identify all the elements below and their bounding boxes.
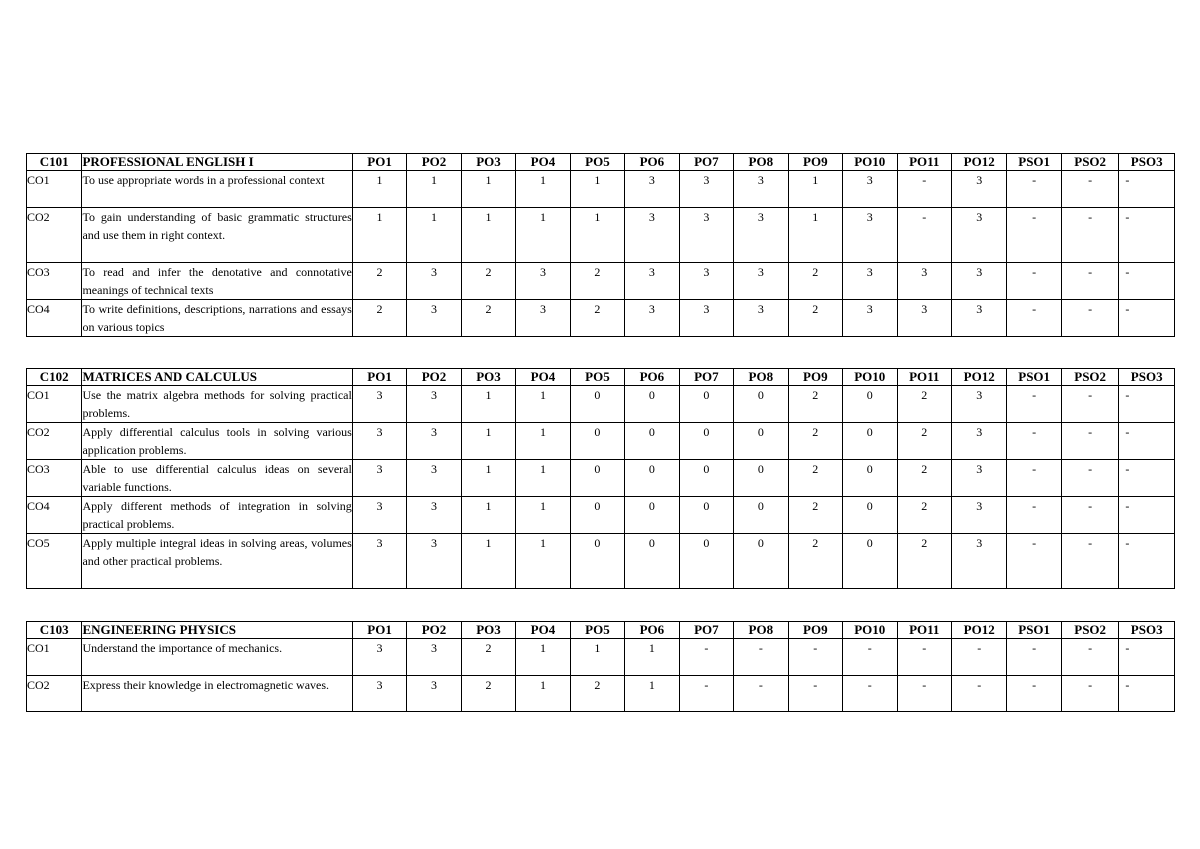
mapping-value-po5: 0 <box>570 460 624 497</box>
course-outcome-description: To write definitions, descriptions, narrations and essays on various topics <box>82 300 352 337</box>
mapping-value-po1: 3 <box>352 676 406 712</box>
mapping-value-po3: 2 <box>461 263 515 300</box>
mapping-value-po1: 1 <box>352 208 406 263</box>
mapping-value-po8: - <box>734 676 788 712</box>
table-row <box>27 497 1175 534</box>
mapping-value-pso2: - <box>1061 423 1119 460</box>
mapping-value-po7: - <box>679 676 733 712</box>
column-header-po12: PO12 <box>951 369 1006 386</box>
mapping-value-po8: 3 <box>734 171 788 208</box>
mapping-value-po7: 0 <box>679 386 733 423</box>
mapping-value-po11: 3 <box>897 263 951 300</box>
mapping-value-po6: 0 <box>625 460 679 497</box>
mapping-value-po8: 0 <box>734 497 788 534</box>
mapping-value-po9: 1 <box>788 208 842 263</box>
course-outcome-description: Apply differential calculus tools in solving various application problems. <box>82 423 352 460</box>
course-outcome-description: Apply different methods of integration in solving practical problems. <box>82 497 352 534</box>
mapping-value-po12: 3 <box>951 497 1006 534</box>
header-row <box>27 622 1175 639</box>
mapping-value-po10: 3 <box>843 208 897 263</box>
course-title: ENGINEERING PHYSICS <box>82 622 352 639</box>
mapping-value-po6: 1 <box>625 676 679 712</box>
mapping-value-po7: 3 <box>679 171 733 208</box>
course-outcome-id: CO1 <box>27 386 82 423</box>
mapping-value-po2: 3 <box>407 300 461 337</box>
mapping-value-po1: 2 <box>352 263 406 300</box>
mapping-value-po11: 2 <box>897 497 951 534</box>
column-header-po10: PO10 <box>843 622 897 639</box>
mapping-value-po4: 1 <box>516 534 570 589</box>
header-row <box>27 369 1175 386</box>
mapping-value-po10: 3 <box>843 300 897 337</box>
mapping-value-po3: 1 <box>461 386 515 423</box>
mapping-value-po9: 2 <box>788 534 842 589</box>
course-outcome-description: To gain understanding of basic grammatic structures and use them in right context. <box>82 208 352 263</box>
mapping-value-po3: 1 <box>461 208 515 263</box>
mapping-value-pso3: - <box>1119 386 1175 423</box>
mapping-value-po8: 3 <box>734 208 788 263</box>
course-outcome-description: To read and infer the denotative and connotative meanings of technical texts <box>82 263 352 300</box>
mapping-value-pso1: - <box>1007 300 1061 337</box>
mapping-value-po3: 1 <box>461 534 515 589</box>
mapping-value-po5: 0 <box>570 423 624 460</box>
course-outcome-description: Use the matrix algebra methods for solving practical problems. <box>82 386 352 423</box>
mapping-value-po5: 2 <box>570 263 624 300</box>
course-outcome-id: CO3 <box>27 460 82 497</box>
column-header-pso2: PSO2 <box>1061 622 1119 639</box>
column-header-po10: PO10 <box>843 369 897 386</box>
mapping-value-po8: 0 <box>734 534 788 589</box>
mapping-value-po1: 2 <box>352 300 406 337</box>
mapping-value-po6: 0 <box>625 534 679 589</box>
mapping-value-po11: - <box>897 676 951 712</box>
table-row <box>27 460 1175 497</box>
mapping-value-po5: 0 <box>570 497 624 534</box>
course-outcome-id: CO4 <box>27 497 82 534</box>
mapping-value-po3: 1 <box>461 423 515 460</box>
mapping-value-pso1: - <box>1007 497 1061 534</box>
course-outcome-id: CO1 <box>27 639 82 676</box>
mapping-value-po5: 1 <box>570 171 624 208</box>
mapping-value-po5: 0 <box>570 534 624 589</box>
mapping-value-po1: 3 <box>352 386 406 423</box>
column-header-po6: PO6 <box>625 369 679 386</box>
column-header-po1: PO1 <box>352 369 406 386</box>
mapping-value-po1: 3 <box>352 639 406 676</box>
mapping-value-po3: 2 <box>461 639 515 676</box>
mapping-value-po2: 3 <box>407 263 461 300</box>
mapping-value-po11: 2 <box>897 460 951 497</box>
mapping-value-po5: 1 <box>570 639 624 676</box>
mapping-value-po4: 3 <box>516 263 570 300</box>
mapping-value-po8: - <box>734 639 788 676</box>
mapping-value-po1: 3 <box>352 497 406 534</box>
mapping-value-po11: - <box>897 208 951 263</box>
mapping-value-po10: 0 <box>843 460 897 497</box>
mapping-value-po2: 3 <box>407 497 461 534</box>
table-row <box>27 639 1175 676</box>
mapping-value-po6: 3 <box>625 208 679 263</box>
mapping-value-po1: 1 <box>352 171 406 208</box>
course-outcome-description: Able to use differential calculus ideas on several variable functions. <box>82 460 352 497</box>
course-outcome-id: CO1 <box>27 171 82 208</box>
mapping-value-po7: 3 <box>679 263 733 300</box>
mapping-value-po8: 0 <box>734 423 788 460</box>
column-header-po4: PO4 <box>516 154 570 171</box>
column-header-po1: PO1 <box>352 622 406 639</box>
course-table-c101 <box>26 153 1175 337</box>
mapping-value-po9: - <box>788 639 842 676</box>
mapping-value-po10: 0 <box>843 497 897 534</box>
mapping-value-po1: 3 <box>352 534 406 589</box>
column-header-pso2: PSO2 <box>1061 154 1119 171</box>
mapping-value-po5: 2 <box>570 300 624 337</box>
mapping-value-po3: 2 <box>461 676 515 712</box>
column-header-po3: PO3 <box>461 369 515 386</box>
mapping-value-pso2: - <box>1061 497 1119 534</box>
course-outcome-id: CO2 <box>27 208 82 263</box>
mapping-value-pso3: - <box>1119 171 1175 208</box>
column-header-po11: PO11 <box>897 622 951 639</box>
column-header-po9: PO9 <box>788 154 842 171</box>
mapping-value-pso3: - <box>1119 423 1175 460</box>
column-header-po3: PO3 <box>461 622 515 639</box>
mapping-value-po6: 0 <box>625 497 679 534</box>
mapping-value-po6: 3 <box>625 300 679 337</box>
course-title: MATRICES AND CALCULUS <box>82 369 352 386</box>
mapping-value-po4: 1 <box>516 171 570 208</box>
mapping-value-po9: - <box>788 676 842 712</box>
column-header-po4: PO4 <box>516 622 570 639</box>
column-header-pso2: PSO2 <box>1061 369 1119 386</box>
mapping-value-po11: 3 <box>897 300 951 337</box>
column-header-pso3: PSO3 <box>1119 154 1175 171</box>
mapping-value-po2: 1 <box>407 208 461 263</box>
course-outcome-id: CO4 <box>27 300 82 337</box>
mapping-value-po10: - <box>843 639 897 676</box>
mapping-value-po8: 3 <box>734 263 788 300</box>
mapping-value-po2: 3 <box>407 534 461 589</box>
mapping-value-po4: 1 <box>516 423 570 460</box>
mapping-value-pso1: - <box>1007 423 1061 460</box>
mapping-value-po4: 1 <box>516 676 570 712</box>
mapping-value-po6: 3 <box>625 263 679 300</box>
mapping-value-po10: 0 <box>843 423 897 460</box>
column-header-po5: PO5 <box>570 622 624 639</box>
course-outcome-description: Understand the importance of mechanics. <box>82 639 352 676</box>
mapping-value-po11: 2 <box>897 386 951 423</box>
mapping-value-po6: 0 <box>625 386 679 423</box>
mapping-value-pso2: - <box>1061 639 1119 676</box>
mapping-value-po6: 1 <box>625 639 679 676</box>
mapping-value-po12: 3 <box>951 208 1006 263</box>
mapping-value-po2: 3 <box>407 639 461 676</box>
mapping-value-po6: 3 <box>625 171 679 208</box>
column-header-po9: PO9 <box>788 369 842 386</box>
mapping-value-po9: 2 <box>788 386 842 423</box>
column-header-po1: PO1 <box>352 154 406 171</box>
mapping-value-po4: 1 <box>516 639 570 676</box>
table-row <box>27 208 1175 263</box>
mapping-value-pso1: - <box>1007 460 1061 497</box>
mapping-value-po4: 1 <box>516 497 570 534</box>
mapping-value-po3: 1 <box>461 171 515 208</box>
mapping-value-pso3: - <box>1119 534 1175 589</box>
mapping-value-pso2: - <box>1061 534 1119 589</box>
mapping-value-po10: 3 <box>843 171 897 208</box>
mapping-value-pso1: - <box>1007 676 1061 712</box>
mapping-value-po12: - <box>951 639 1006 676</box>
table-row <box>27 263 1175 300</box>
column-header-po4: PO4 <box>516 369 570 386</box>
column-header-po9: PO9 <box>788 622 842 639</box>
mapping-value-po7: 0 <box>679 497 733 534</box>
course-code: C101 <box>27 154 82 171</box>
mapping-value-po9: 2 <box>788 460 842 497</box>
column-header-pso1: PSO1 <box>1007 369 1061 386</box>
header-row <box>27 154 1175 171</box>
course-code: C102 <box>27 369 82 386</box>
column-header-pso1: PSO1 <box>1007 154 1061 171</box>
mapping-value-po5: 0 <box>570 386 624 423</box>
mapping-value-po12: - <box>951 676 1006 712</box>
mapping-value-po3: 2 <box>461 300 515 337</box>
column-header-po3: PO3 <box>461 154 515 171</box>
mapping-value-pso2: - <box>1061 263 1119 300</box>
mapping-value-pso2: - <box>1061 460 1119 497</box>
mapping-value-po6: 0 <box>625 423 679 460</box>
column-header-pso1: PSO1 <box>1007 622 1061 639</box>
mapping-value-po12: 3 <box>951 386 1006 423</box>
course-outcome-id: CO5 <box>27 534 82 589</box>
mapping-value-pso3: - <box>1119 263 1175 300</box>
column-header-po11: PO11 <box>897 154 951 171</box>
mapping-value-po8: 0 <box>734 386 788 423</box>
column-header-po11: PO11 <box>897 369 951 386</box>
mapping-value-po12: 3 <box>951 263 1006 300</box>
mapping-value-pso3: - <box>1119 300 1175 337</box>
column-header-po6: PO6 <box>625 154 679 171</box>
table-row <box>27 171 1175 208</box>
mapping-value-po10: 0 <box>843 534 897 589</box>
mapping-value-po7: 3 <box>679 300 733 337</box>
column-header-po7: PO7 <box>679 369 733 386</box>
course-outcome-id: CO2 <box>27 423 82 460</box>
course-code: C103 <box>27 622 82 639</box>
column-header-po2: PO2 <box>407 154 461 171</box>
course-title: PROFESSIONAL ENGLISH I <box>82 154 352 171</box>
mapping-value-pso2: - <box>1061 300 1119 337</box>
mapping-value-po4: 1 <box>516 460 570 497</box>
table-row <box>27 386 1175 423</box>
mapping-value-po2: 3 <box>407 676 461 712</box>
table-row <box>27 423 1175 460</box>
mapping-value-po12: 3 <box>951 534 1006 589</box>
mapping-value-po9: 2 <box>788 300 842 337</box>
mapping-value-po2: 1 <box>407 171 461 208</box>
mapping-value-po11: - <box>897 639 951 676</box>
column-header-po10: PO10 <box>843 154 897 171</box>
column-header-po5: PO5 <box>570 154 624 171</box>
column-header-pso3: PSO3 <box>1119 622 1175 639</box>
mapping-value-po11: 2 <box>897 534 951 589</box>
course-table-c102 <box>26 368 1175 589</box>
column-header-pso3: PSO3 <box>1119 369 1175 386</box>
course-outcome-id: CO2 <box>27 676 82 712</box>
table-row <box>27 300 1175 337</box>
column-header-po6: PO6 <box>625 622 679 639</box>
mapping-value-po10: 0 <box>843 386 897 423</box>
mapping-value-pso3: - <box>1119 639 1175 676</box>
mapping-value-po10: - <box>843 676 897 712</box>
mapping-value-po1: 3 <box>352 423 406 460</box>
course-outcome-description: To use appropriate words in a professional context <box>82 171 352 208</box>
mapping-value-po7: 0 <box>679 423 733 460</box>
column-header-po8: PO8 <box>734 622 788 639</box>
mapping-value-po9: 2 <box>788 423 842 460</box>
mapping-value-po1: 3 <box>352 460 406 497</box>
mapping-value-po3: 1 <box>461 497 515 534</box>
mapping-value-po12: 3 <box>951 171 1006 208</box>
table-row <box>27 676 1175 712</box>
mapping-value-po7: 0 <box>679 534 733 589</box>
course-outcome-description: Apply multiple integral ideas in solving areas, volumes and other practical problems. <box>82 534 352 589</box>
column-header-po2: PO2 <box>407 622 461 639</box>
mapping-value-pso1: - <box>1007 534 1061 589</box>
mapping-value-po8: 0 <box>734 460 788 497</box>
mapping-value-po7: - <box>679 639 733 676</box>
column-header-po7: PO7 <box>679 154 733 171</box>
mapping-value-po7: 3 <box>679 208 733 263</box>
mapping-value-pso3: - <box>1119 676 1175 712</box>
course-outcome-description: Express their knowledge in electromagnetic waves. <box>82 676 352 712</box>
mapping-value-po2: 3 <box>407 460 461 497</box>
mapping-value-pso2: - <box>1061 386 1119 423</box>
mapping-value-pso2: - <box>1061 676 1119 712</box>
mapping-value-pso1: - <box>1007 386 1061 423</box>
mapping-value-po12: 3 <box>951 300 1006 337</box>
mapping-value-pso2: - <box>1061 208 1119 263</box>
mapping-value-po4: 1 <box>516 386 570 423</box>
mapping-value-po9: 2 <box>788 497 842 534</box>
table-row <box>27 534 1175 589</box>
course-outcome-id: CO3 <box>27 263 82 300</box>
mapping-value-po12: 3 <box>951 423 1006 460</box>
mapping-value-po5: 1 <box>570 208 624 263</box>
column-header-po7: PO7 <box>679 622 733 639</box>
column-header-po12: PO12 <box>951 154 1006 171</box>
mapping-value-po11: - <box>897 171 951 208</box>
mapping-value-po4: 3 <box>516 300 570 337</box>
mapping-value-pso1: - <box>1007 171 1061 208</box>
mapping-value-pso1: - <box>1007 208 1061 263</box>
mapping-value-po4: 1 <box>516 208 570 263</box>
mapping-value-pso3: - <box>1119 460 1175 497</box>
mapping-value-po10: 3 <box>843 263 897 300</box>
course-table-c103 <box>26 621 1175 712</box>
mapping-value-pso3: - <box>1119 497 1175 534</box>
mapping-value-po11: 2 <box>897 423 951 460</box>
mapping-value-po5: 2 <box>570 676 624 712</box>
mapping-value-po2: 3 <box>407 423 461 460</box>
mapping-value-po3: 1 <box>461 460 515 497</box>
mapping-value-po8: 3 <box>734 300 788 337</box>
column-header-po5: PO5 <box>570 369 624 386</box>
mapping-value-po9: 2 <box>788 263 842 300</box>
column-header-po8: PO8 <box>734 369 788 386</box>
mapping-value-po9: 1 <box>788 171 842 208</box>
column-header-po2: PO2 <box>407 369 461 386</box>
column-header-po8: PO8 <box>734 154 788 171</box>
mapping-value-po7: 0 <box>679 460 733 497</box>
mapping-value-po12: 3 <box>951 460 1006 497</box>
mapping-value-pso2: - <box>1061 171 1119 208</box>
mapping-value-pso1: - <box>1007 639 1061 676</box>
mapping-value-pso1: - <box>1007 263 1061 300</box>
mapping-value-pso3: - <box>1119 208 1175 263</box>
column-header-po12: PO12 <box>951 622 1006 639</box>
mapping-value-po2: 3 <box>407 386 461 423</box>
